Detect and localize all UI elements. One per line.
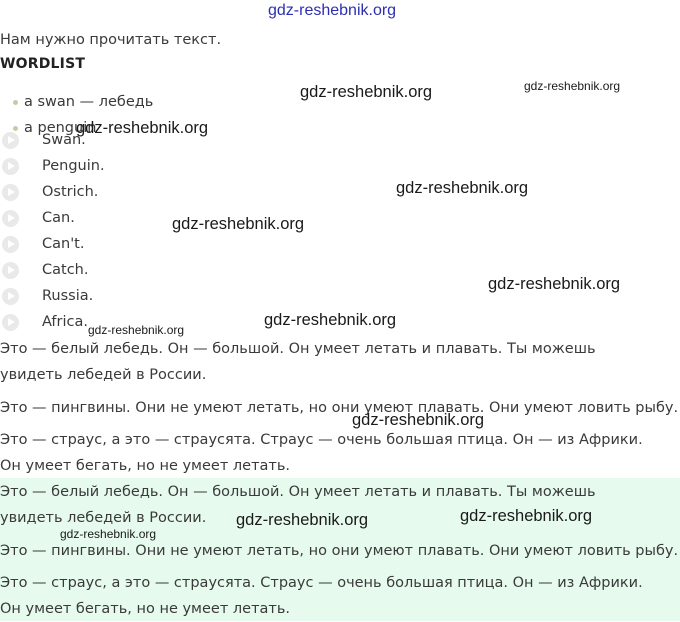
wordlist-item: a swan — лебедь bbox=[24, 94, 154, 110]
site-link[interactable]: gdz-reshebnik.org bbox=[268, 2, 397, 19]
watermark: gdz-reshebnik.org bbox=[236, 511, 369, 529]
watermark: gdz-reshebnik.org bbox=[60, 527, 157, 541]
play-icon[interactable] bbox=[2, 132, 19, 149]
play-icon[interactable] bbox=[2, 236, 19, 253]
watermark: gdz-reshebnik.org bbox=[300, 83, 433, 101]
watermark: gdz-reshebnik.org bbox=[76, 119, 209, 137]
audio-word: Penguin. bbox=[42, 158, 105, 174]
audio-word: Africa. bbox=[42, 314, 88, 330]
watermark: gdz-reshebnik.org bbox=[172, 215, 305, 233]
highlighted-paragraph-swan: Это — белый лебедь. Он — большой. Он умеет летать и плавать. Ты можешь увидеть лебедей в России. bbox=[0, 484, 596, 526]
intro-text: Нам нужно прочитать текст. bbox=[0, 32, 222, 48]
watermark: gdz-reshebnik.org bbox=[396, 179, 529, 197]
watermark: gdz-reshebnik.org bbox=[460, 507, 593, 525]
audio-word: Russia. bbox=[42, 288, 94, 304]
play-icon[interactable] bbox=[2, 288, 19, 305]
play-icon[interactable] bbox=[2, 210, 19, 227]
watermark: gdz-reshebnik.org bbox=[264, 311, 397, 329]
audio-word: Swan. bbox=[42, 132, 86, 148]
highlighted-paragraph-penguin: Это — пингвины. Они не умеют летать, но они умеют плавать. Они умеют ловить рыбу. bbox=[0, 543, 679, 559]
paragraph-ostrich: Это — страус, а это — страусята. Страус — очень большая птица. Он — из Африки. Он умеет бегать, но не умеет летать. bbox=[0, 432, 643, 474]
watermark: gdz-reshebnik.org bbox=[88, 323, 185, 337]
audio-word: Ostrich. bbox=[42, 184, 99, 200]
highlighted-paragraph-ostrich: Это — страус, а это — страусята. Страус — очень большая птица. Он — из Африки. Он умеет бегать, но не умеет летать. bbox=[0, 575, 643, 617]
audio-word: Catch. bbox=[42, 262, 89, 278]
watermark: gdz-reshebnik.org bbox=[524, 79, 621, 93]
play-icon[interactable] bbox=[2, 314, 19, 331]
play-icon[interactable] bbox=[2, 184, 19, 201]
play-icon[interactable] bbox=[2, 158, 19, 175]
audio-word: Can't. bbox=[42, 236, 85, 252]
audio-word: Can. bbox=[42, 210, 75, 226]
wordlist-heading: WORDLIST bbox=[0, 56, 86, 72]
bullet-dot bbox=[13, 100, 18, 105]
watermark: gdz-reshebnik.org bbox=[352, 411, 485, 429]
paragraph-penguin: Это — пингвины. Они не умеют летать, но они умеют плавать. Они умеют ловить рыбу. bbox=[0, 400, 679, 416]
paragraph-swan: Это — белый лебедь. Он — большой. Он умеет летать и плавать. Ты можешь увидеть лебедей в России. bbox=[0, 341, 596, 383]
bullet-dot bbox=[13, 126, 18, 131]
wordlist-item: a penguin bbox=[24, 120, 97, 136]
watermark: gdz-reshebnik.org bbox=[488, 275, 621, 293]
play-icon[interactable] bbox=[2, 262, 19, 279]
